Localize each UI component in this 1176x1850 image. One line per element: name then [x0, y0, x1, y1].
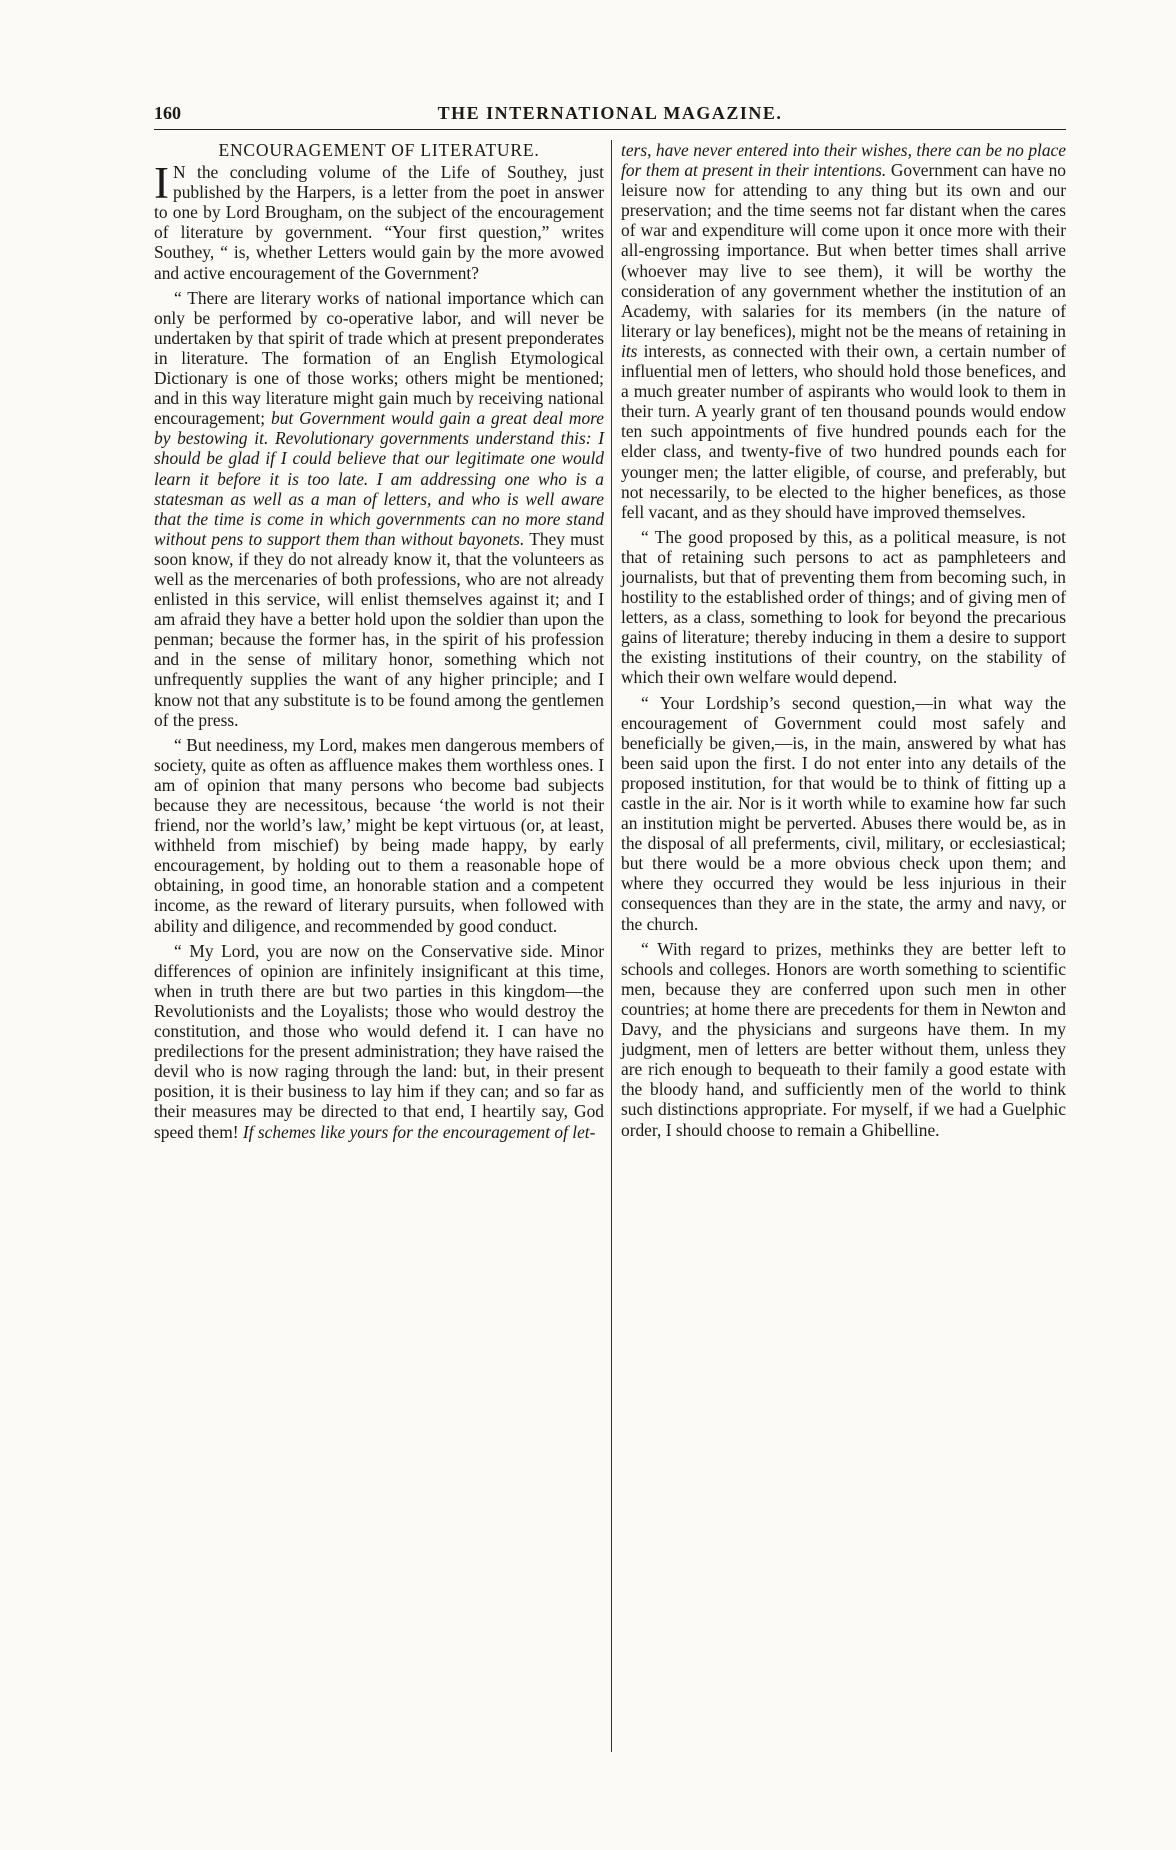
- italic-text: ters, have never entered into their wishes, there can be no place for them at present in their intentions.: [621, 140, 1066, 181]
- page-header: [154, 103, 1066, 130]
- paragraph: [154, 288, 604, 730]
- column-divider: [611, 140, 612, 1752]
- paragraph-text: “ There are literary works of national importance which can only be performed by co-operative labor, and will never be undertaken by that spirit of trade which at present preponderates in literature. The formation of an English Etymological Dictionary is one of those works; others might be mentioned; and in this way literature might gain much by receiving national encouragement;: [154, 287, 604, 429]
- left-column: [154, 140, 604, 1147]
- article-title: ENCOURAGEMENT OF LITERATURE.: [218, 140, 540, 160]
- paragraph: “ With regard to prizes, methinks they are better left to schools and colleges. Honors are worth something to scientific men, because they are conferred upon such men in other countries; at home there are precedents for them in Newton and Davy, and the physicians and surgeons have them. In my judgment, men of letters are better without them, unless they are rich enough to bequeath to their family a good estate with the bloody hand, and sufficiently men of the world to think such distinctions appropriate. For myself, if we had a Guelphic order, I should choose to remain a Ghibelline.: [621, 938, 1066, 1140]
- paragraph-text: N the concluding volume of the Life of Southey, just published by the Harpers, is a letter from the poet in answer to one by Lord Brougham, on the subject of the encouragement of literature by government. “Your first question,” writes Southey, “ is, whether Letters would gain by the more avowed and active encouragement of the Government?: [154, 162, 604, 283]
- right-column: [621, 140, 1066, 1145]
- italic-text: but Government would gain a great deal more by bestowing it. Revolutionary governments understand this: I should be glad if I could believe that our legitimate one would learn it before it is too late. I am addressing one who is a statesman as well as a man of letters, and who is well aware that the time is come in which governments can no more stand without pens to support them than without bayonets.: [154, 408, 604, 549]
- paragraph: [154, 941, 604, 1142]
- paragraph-text: “ My Lord, you are now on the Conservative side. Minor differences of opinion are infinitely insignificant at this time, when in truth there are but two parties in this kingdom—the Revolutionists and the Loyalists; those who would destroy the constitution, and those who would defend it. I can have no predilections for the present administration; they have raised the devil who is now raging through the land: but, in their present position, it is their business to lay him if they can; and so far as their measures may be directed to that end, I heartily say, God speed them!: [154, 940, 604, 1142]
- paragraph: [621, 140, 1066, 522]
- paragraph: “ Your Lordship’s second question,—in what way the encouragement of Government could most safely and beneficially be given,—is, in the main, answered by what has been said upon the first. I do not enter into any details of the proposed institution, for that would be to think of fitting up a castle in the air. Nor is it worth while to examine how far such an institution might be perverted. Abuses there would be, as in the disposal of all preferments, civil, military, or ecclesiastical; but there would be a more obvious check upon them; and where they occurred they would be less injurious in their consequences than they are in the state, the army and navy, or the church.: [621, 692, 1066, 934]
- paragraph-text: Government can have no leisure now for attending to any thing but its own and our preservation; and the time seems not far distant when the cares of war and expenditure will come upon it once more with their all-engrossing importance. But when better times shall arrive (whoever may live to see them), it will be worthy the consideration of any government whether the institution of an Academy, with salaries for its members (in the nature of literary or lay benefices), might not be the means of retaining in: [621, 160, 1066, 341]
- paragraph-intro: [154, 158, 604, 283]
- running-title: THE INTERNATIONAL MAGAZINE.: [437, 103, 783, 123]
- italic-text: If schemes like yours for the encouragement of let-: [242, 1121, 596, 1142]
- paragraph-text: interests, as connected with their own, a certain number of influential men of letters, who should hold those benefices, and a much greater number of aspirants who would look to them in their turn. A yearly grant of ten thousand pounds would endow ten such appointments of five hundred pounds each for the elder class, and twenty-five of two hundred pounds each for younger men; the latter eligible, of course, and preferably, but not necessarily, to be elected to the higher benefices, as those fell vacant, and as they should have improved themselves.: [621, 340, 1066, 522]
- page-number: 160: [154, 103, 181, 123]
- paragraph: “ But neediness, my Lord, makes men dangerous members of society, quite as often as affluence makes them worthless ones. I am of opinion that many persons who become bad subjects because they are necessitous, because ‘the world is not their friend, nor the world’s law,’ might be kept virtuous (or, at least, withheld from mischief) by being made happy, by early encouragement, by holding out to them a reasonable hope of obtaining, in good time, an honorable station and a competent income, as the reward of literary pursuits, when followed with ability and diligence, and recommended by good conduct.: [154, 734, 604, 936]
- italic-text: its: [621, 340, 638, 361]
- paragraph-text: They must soon know, if they do not already know it, that the volunteers as well as the mercenaries of both professions, who are not already enlisted in this service, will enlist themselves against it; and I am afraid they have a better hold upon the soldier than upon the penman; because the former has, in the spirit of his profession and in the sense of military honor, something which not unfrequently supplies the want of any higher principle; and I know not that any substitute is to be found among the gentlemen of the press.: [154, 528, 604, 730]
- drop-cap: I: [154, 158, 169, 209]
- paragraph: “ The good proposed by this, as a political measure, is not that of retaining such persons to act as pamphleteers and journalists, but that of preventing them from becoming such, in hostility to the established order of things; and of giving men of letters, as a class, something to look for beyond the precarious gains of literature; thereby inducing in them a desire to support the existing institutions of their country, on the stability of which their own welfare would depend.: [621, 526, 1066, 688]
